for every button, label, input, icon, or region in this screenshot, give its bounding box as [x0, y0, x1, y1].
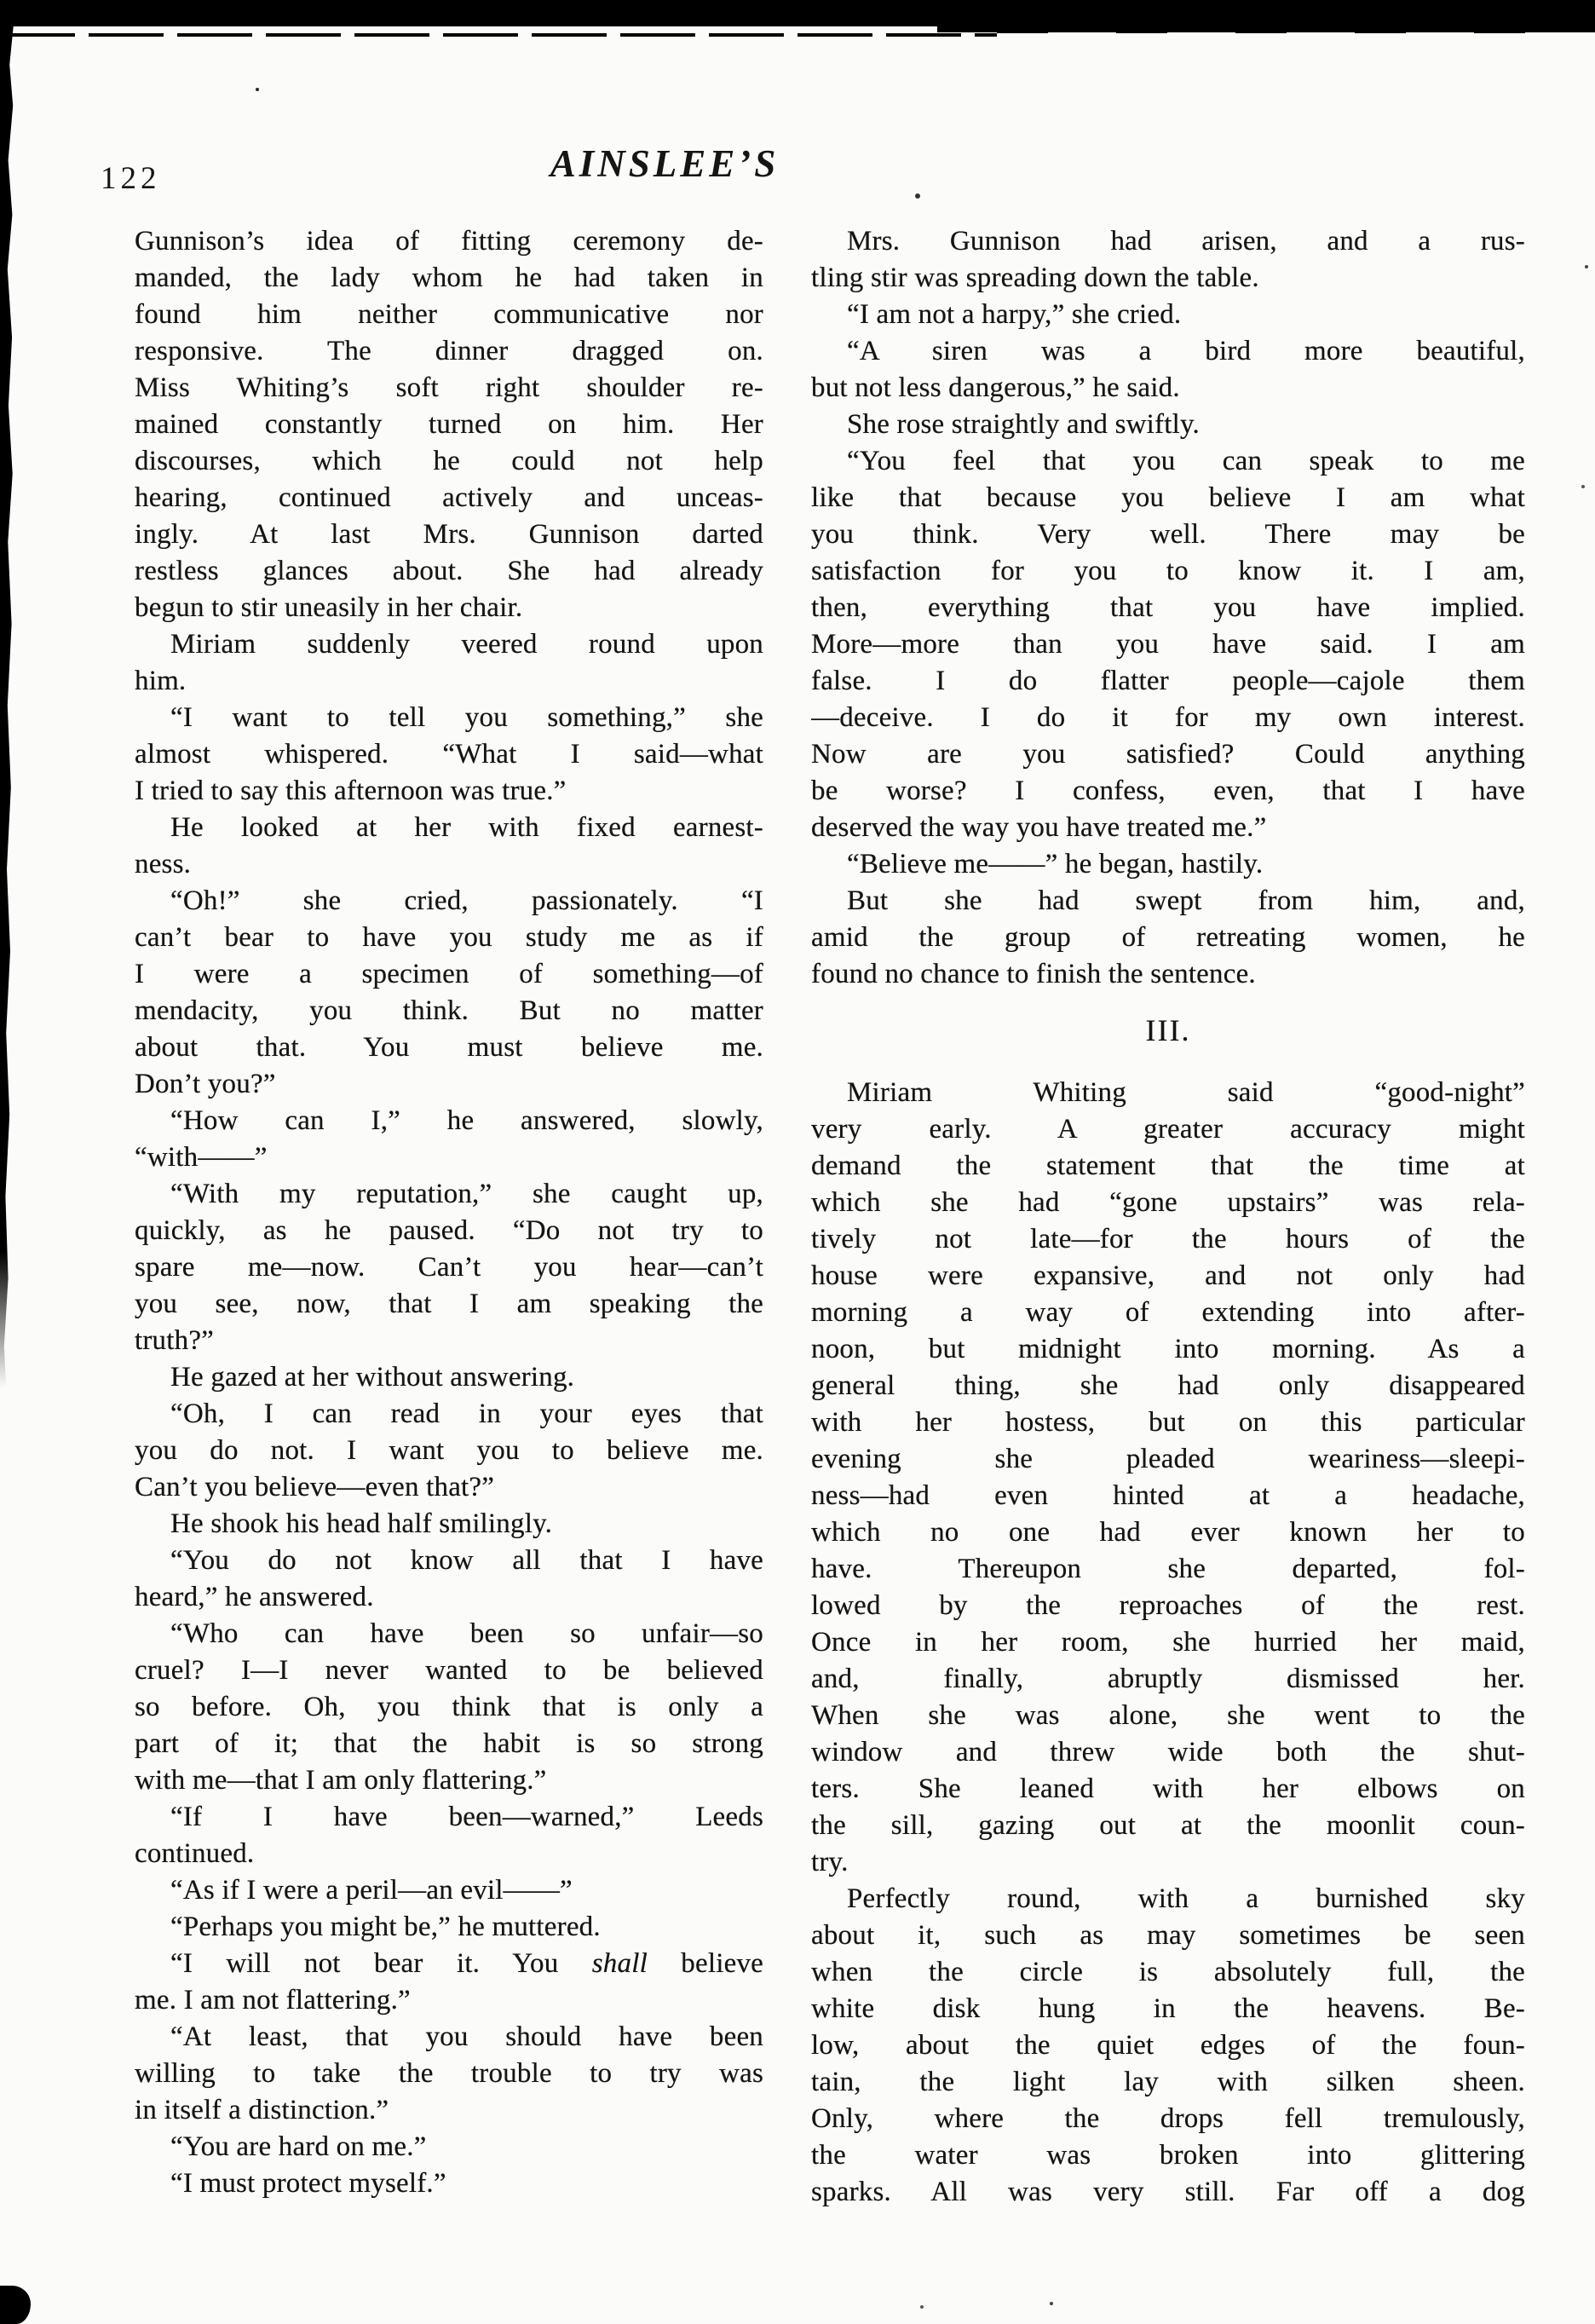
text-line: so before. Oh, you think that is only a [135, 1692, 763, 1722]
scan-artifact-specks [256, 88, 259, 91]
scan-artifact-left-edge [0, 24, 14, 1387]
left-text-column [135, 223, 763, 2202]
text-line: manded, the lady whom he had taken in [135, 262, 763, 293]
text-line: “You do not know all that I have [170, 1545, 763, 1576]
text-line: —deceive. I do it for my own interest. [811, 702, 1525, 733]
text-line: the sill, gazing out at the moonlit coun- [811, 1810, 1525, 1841]
text-line: I were a specimen of something—of [135, 959, 763, 989]
text-line: “I am not a harpy,” she cried. [847, 299, 1182, 330]
text-line: him. [135, 666, 187, 696]
text-line: Gunnison’s idea of fitting ceremony de- [135, 226, 763, 257]
text-line: Don’t you?” [135, 1069, 276, 1099]
text-line: Perfectly round, with a burnished sky [847, 1883, 1525, 1914]
text-line: begun to stir uneasily in her chair. [135, 592, 523, 623]
text-line: ness—had even hinted at a headache, [811, 1480, 1525, 1511]
text-line: But she had swept from him, and, [847, 885, 1525, 916]
section-heading: III. [1145, 1013, 1191, 1047]
text-line: responsive. The dinner dragged on. [135, 336, 763, 366]
text-line: like that because you believe I am what [811, 482, 1525, 513]
text-line: He gazed at her without answering. [170, 1362, 575, 1393]
text-line: More—more than you have said. I am [811, 629, 1525, 660]
text-line: me. I am not flattering.” [135, 1985, 411, 2015]
text-line: which no one had ever known her to [811, 1517, 1525, 1548]
text-line: “I will not bear it. You shall believe [170, 1948, 763, 1979]
right-text-column [811, 223, 1525, 2211]
running-header: AINSLEE’S [550, 142, 780, 185]
text-line: you see, now, that I am speaking the [135, 1289, 763, 1319]
text-line: window and threw wide both the shut- [811, 1737, 1525, 1768]
text-line: lowed by the reproaches of the rest. [811, 1590, 1525, 1621]
text-line: restless glances about. She had already [135, 556, 763, 586]
text-line: “I want to tell you something,” she [170, 702, 763, 733]
text-line: He looked at her with fixed earnest- [170, 812, 763, 843]
text-line: “A siren was a bird more beautiful, [847, 336, 1525, 366]
text-line: “with——” [135, 1142, 268, 1173]
text-line: be worse? I confess, even, that I have [811, 776, 1525, 806]
text-line: willing to take the trouble to try was [135, 2058, 763, 2089]
right-column-part1 [811, 223, 1525, 993]
scan-artifact-corner-blob [0, 2286, 31, 2324]
text-line: in itself a distinction.” [135, 2095, 389, 2125]
text-line: about that. You must believe me. [135, 1032, 763, 1063]
text-line: spare me—now. Can’t you hear—can’t [135, 1252, 763, 1283]
text-line: false. I do flatter people—cajole them [811, 666, 1525, 696]
text-line: continued. [135, 1838, 255, 1869]
text-line: Mrs. Gunnison had arisen, and a rus- [847, 226, 1525, 257]
text-line: “How can I,” he answered, slowly, [170, 1105, 763, 1136]
text-line: “You feel that you can speak to me [847, 446, 1525, 476]
text-line: but not less dangerous,” he said. [811, 372, 1180, 403]
text-line: can’t bear to have you study me as if [135, 922, 763, 953]
text-line: when the circle is absolutely full, the [811, 1957, 1525, 1987]
text-line: which she had “gone upstairs” was rela- [811, 1187, 1525, 1218]
text-line: part of it; that the habit is so strong [135, 1728, 763, 1759]
text-line: ters. She leaned with her elbows on [811, 1773, 1525, 1804]
text-line: cruel? I—I never wanted to be believed [135, 1655, 763, 1686]
scan-artifact-top-rule-right [997, 32, 1585, 33]
text-line: Can’t you believe—even that?” [135, 1472, 495, 1502]
text-line: ingly. At last Mrs. Gunnison darted [135, 519, 763, 550]
text-line: morning a way of extending into after- [811, 1297, 1525, 1328]
text-line: evening she pleaded weariness—sleepi- [811, 1444, 1525, 1474]
text-line: try. [811, 1847, 849, 1877]
text-line: “Oh, I can read in your eyes that [170, 1398, 763, 1429]
text-line: you think. Very well. There may be [811, 519, 1525, 550]
text-line: sparks. All was very still. Far off a dog [811, 2177, 1525, 2207]
text-line: tling stir was spreading down the table. [811, 262, 1259, 293]
text-line: then, everything that you have implied. [811, 592, 1525, 623]
text-line: Once in her room, she hurried her maid, [811, 1627, 1525, 1658]
text-line: deserved the way you have treated me.” [811, 812, 1267, 843]
text-line: white disk hung in the heavens. Be- [811, 1993, 1525, 2024]
right-column-part2 [811, 1075, 1525, 2211]
text-line: Miriam suddenly veered round upon [170, 629, 763, 660]
text-line: “I must protect myself.” [170, 2168, 446, 2199]
text-line: “You are hard on me.” [170, 2131, 427, 2162]
text-line: I tried to say this afternoon was true.” [135, 776, 567, 806]
text-line: very early. A greater accuracy might [811, 1114, 1525, 1145]
text-line: hearing, continued actively and unceas- [135, 482, 763, 513]
text-line: “Perhaps you might be,” he muttered. [170, 1912, 601, 1942]
text-line: almost whispered. “What I said—what [135, 739, 763, 770]
text-line: “With my reputation,” she caught up, [170, 1179, 763, 1209]
text-line: “Who can have been so unfair—so [170, 1618, 763, 1649]
text-line: “Believe me——” he began, hastily. [847, 849, 1264, 879]
text-line: Miss Whiting’s soft right shoulder re- [135, 372, 763, 403]
scan-artifact-top-rule [0, 33, 997, 37]
text-line: “As if I were a peril—an evil——” [170, 1875, 573, 1906]
text-line: have. Thereupon she departed, fol- [811, 1554, 1525, 1584]
text-line: the water was broken into glittering [811, 2140, 1525, 2171]
text-line: She rose straightly and swiftly. [847, 409, 1200, 440]
text-line: satisfaction for you to know it. I am, [811, 556, 1525, 586]
text-line: ness. [135, 849, 192, 879]
text-line: about it, such as may sometimes be seen [811, 1920, 1525, 1951]
text-line: mendacity, you think. But no matter [135, 995, 763, 1026]
text-line: found him neither communicative nor [135, 299, 763, 330]
text-line: “Oh!” she cried, passionately. “I [170, 885, 763, 916]
text-line: house were expansive, and not only had [811, 1260, 1525, 1291]
text-line: amid the group of retreating women, he [811, 922, 1525, 953]
text-line: discourses, which he could not help [135, 446, 763, 476]
text-line: noon, but midnight into morning. As a [811, 1334, 1525, 1364]
text-line: truth?” [135, 1325, 215, 1356]
text-line: with her hostess, but on this particular [811, 1407, 1525, 1438]
text-line: Only, where the drops fell tremulously, [811, 2103, 1525, 2134]
text-line: tain, the light lay with silken sheen. [811, 2067, 1525, 2097]
text-line: general thing, she had only disappeared [811, 1370, 1525, 1401]
text-line: you do not. I want you to believe me. [135, 1435, 763, 1466]
scan-artifact-top-band [0, 0, 1595, 26]
text-line: heard,” he answered. [135, 1582, 374, 1612]
text-line: When she was alone, she went to the [811, 1700, 1525, 1731]
text-line: Miriam Whiting said “good-night” [847, 1077, 1525, 1108]
text-line: quickly, as he paused. “Do not try to [135, 1215, 763, 1246]
text-line: “At least, that you should have been [170, 2021, 763, 2052]
text-line: found no chance to finish the sentence. [811, 959, 1256, 989]
text-line: tively not late—for the hours of the [811, 1224, 1525, 1254]
text-line: and, finally, abruptly dismissed her. [811, 1664, 1525, 1694]
text-line: He shook his head half smilingly. [170, 1508, 553, 1539]
text-line: mained constantly turned on him. Her [135, 409, 763, 440]
text-line: with me—that I am only flattering.” [135, 1765, 547, 1796]
text-line: “If I have been—warned,” Leeds [170, 1802, 763, 1832]
text-line: Now are you satisfied? Could anything [811, 739, 1525, 770]
text-line: low, about the quiet edges of the foun- [811, 2030, 1525, 2061]
page-number: 122 [101, 161, 161, 196]
text-line: demand the statement that the time at [811, 1150, 1525, 1181]
